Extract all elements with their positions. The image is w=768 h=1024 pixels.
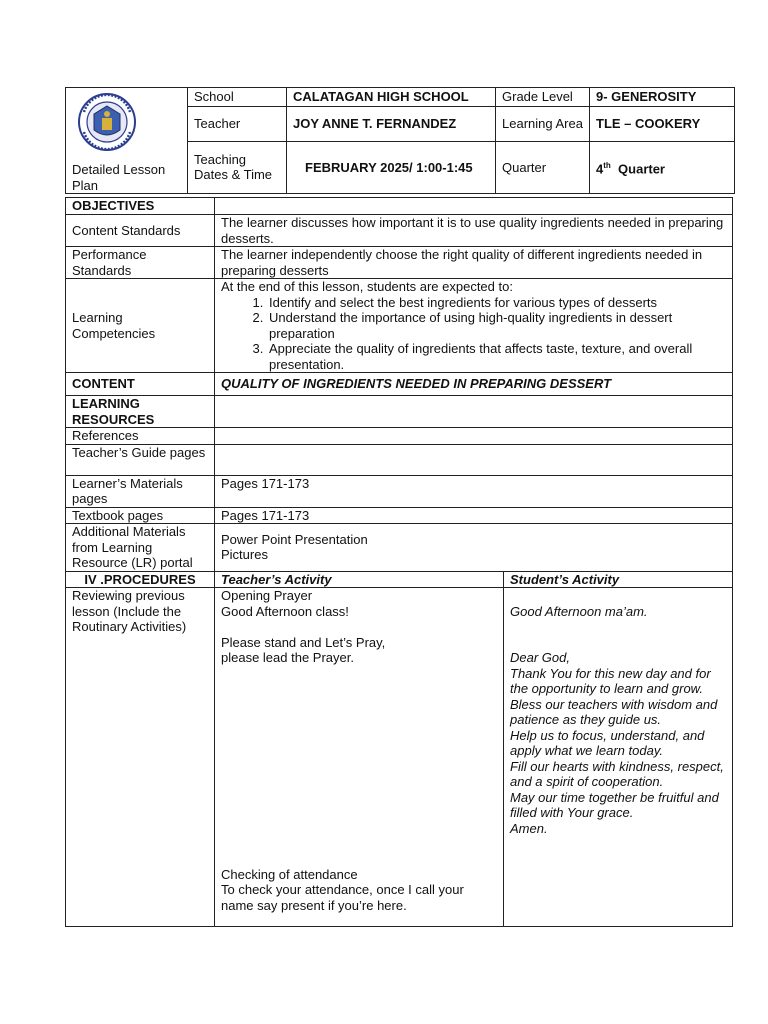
prayer-line: Amen. bbox=[510, 820, 548, 836]
dates-label: Teaching Dates & Time bbox=[188, 141, 287, 193]
attendance-heading: Checking of attendance bbox=[221, 866, 358, 882]
header-table bbox=[65, 87, 735, 194]
attendance-instruction: To check your attendance, once I call your name say present if you’re here. bbox=[221, 882, 464, 913]
prayer-line: Thank You for this new day and for the opportunity to learn and grow. bbox=[510, 665, 711, 696]
prayer-line: Fill our hearts with kindness, respect, and a spirit of cooperation. bbox=[510, 758, 724, 789]
tg-label: Teacher’s Guide pages bbox=[66, 444, 215, 475]
resources-heading: LEARNING RESOURCES bbox=[66, 396, 215, 428]
competencies-cell bbox=[215, 279, 733, 373]
stand-instruction: Please stand and Let’s Pray, bbox=[221, 634, 386, 650]
lm-label: Learner’s Materials pages bbox=[66, 475, 215, 507]
prayer-line: Help us to focus, understand, and apply what we learn today. bbox=[510, 727, 705, 758]
competencies-label: Learning Competencies bbox=[66, 279, 215, 373]
plan-cell bbox=[66, 88, 188, 194]
dates-value: FEBRUARY 2025/ 1:00-1:45 bbox=[287, 141, 496, 193]
school-value: CALATAGAN HIGH SCHOOL bbox=[287, 88, 496, 107]
content-value: QUALITY OF INGREDIENTS NEEDED IN PREPARING DESSERT bbox=[215, 373, 733, 396]
content-standards-text: The learner discusses how important it is to use quality ingredients needed in preparing desserts. bbox=[215, 215, 733, 247]
procedures-heading: IV .PROCEDURES bbox=[66, 571, 215, 588]
grade-label: Grade Level bbox=[496, 88, 590, 107]
teacher-value: JOY ANNE T. FERNANDEZ bbox=[287, 106, 496, 141]
content-standards-label: Content Standards bbox=[66, 215, 215, 247]
tb-label: Textbook pages bbox=[66, 507, 215, 524]
am-value bbox=[215, 524, 733, 572]
am-label: Additional Materials from Learning Resource (LR) portal bbox=[66, 524, 215, 572]
review-label: Reviewing previous lesson (Include the Routinary Activities) bbox=[66, 588, 215, 927]
references-label: References bbox=[66, 428, 215, 445]
objectives-heading: OBJECTIVES bbox=[66, 198, 215, 215]
performance-text: The learner independently choose the right quality of different ingredients needed in preparing desserts bbox=[215, 247, 733, 279]
student-greeting: Good Afternoon ma’am. bbox=[510, 603, 648, 619]
competencies-list bbox=[221, 295, 726, 373]
am-line-2: Pictures bbox=[221, 547, 268, 563]
competency-item: 2. Understand the importance of using high-quality ingredients in dessert preparation bbox=[267, 310, 726, 341]
competency-item: 1. Identify and select the best ingredients for various types of desserts bbox=[267, 295, 726, 311]
lm-value: Pages 171-173 bbox=[215, 475, 733, 507]
am-line-1: Power Point Presentation bbox=[221, 531, 368, 547]
teacher-activity-header: Teacher’s Activity bbox=[215, 571, 504, 588]
student-activity-cell bbox=[504, 588, 733, 927]
competency-item: 3. Appreciate the quality of ingredients that affects taste, texture, and overall presentation. bbox=[267, 341, 726, 372]
plan-label: Detailed Lesson Plan bbox=[72, 162, 166, 193]
content-label: CONTENT bbox=[66, 373, 215, 396]
tb-value: Pages 171-173 bbox=[215, 507, 733, 524]
prayer-line: Bless our teachers with wisdom and patience as they guide us. bbox=[510, 696, 718, 727]
student-activity-header: Student’s Activity bbox=[504, 571, 733, 588]
deped-seal-icon bbox=[74, 92, 140, 152]
area-value: TLE – COOKERY bbox=[590, 106, 735, 141]
prayer-line: May our time together be fruitful and filled with Your grace. bbox=[510, 789, 719, 820]
teacher-activity-cell bbox=[215, 588, 504, 927]
teacher-label: Teacher bbox=[188, 106, 287, 141]
teacher-greeting: Good Afternoon class! bbox=[221, 603, 349, 619]
lesson-table bbox=[65, 197, 733, 927]
school-label: School bbox=[188, 88, 287, 107]
competencies-intro: At the end of this lesson, students are expected to: bbox=[221, 279, 513, 294]
performance-label: Performance Standards bbox=[66, 247, 215, 279]
prayer-line: Dear God, bbox=[510, 650, 570, 665]
area-label: Learning Area bbox=[496, 106, 590, 141]
lead-instruction: please lead the Prayer. bbox=[221, 650, 354, 665]
quarter-value: 4th Quarter bbox=[590, 141, 735, 193]
quarter-label: Quarter bbox=[496, 141, 590, 193]
opening-prayer: Opening Prayer bbox=[221, 588, 313, 603]
grade-value: 9- GENEROSITY bbox=[590, 88, 735, 107]
